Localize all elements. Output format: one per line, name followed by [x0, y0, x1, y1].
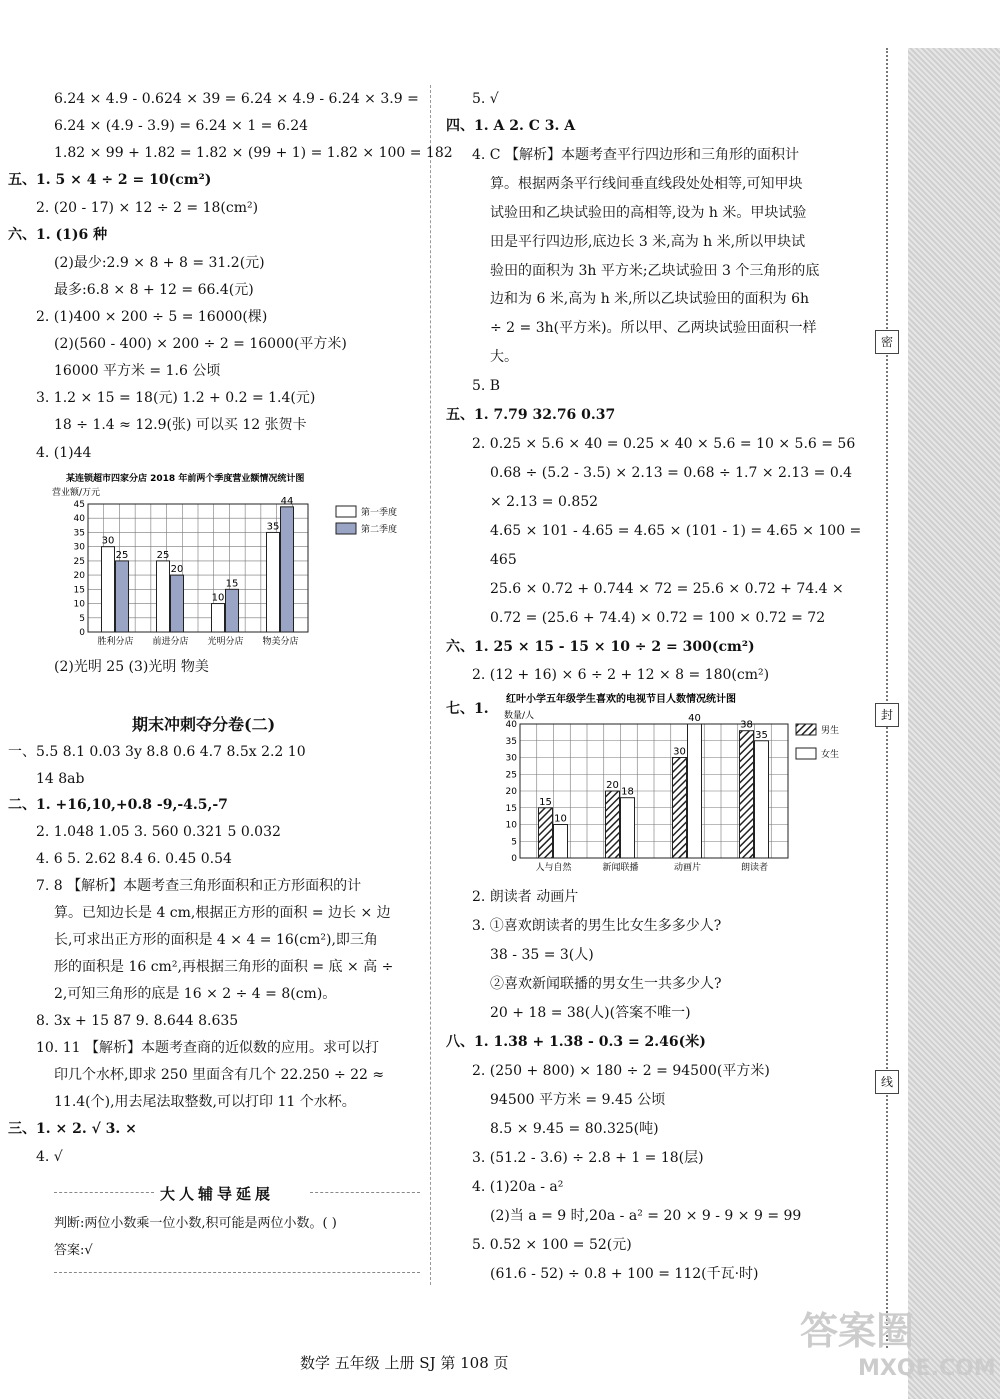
adult-answer: 答案:√ [54, 1243, 93, 1258]
y-tick-label: 10 [73, 599, 85, 610]
y-tick-label: 20 [73, 571, 85, 582]
dashed-rule [310, 1192, 420, 1193]
y-tick-label: 30 [73, 542, 85, 553]
text-line: 2. (12 + 16) × 6 ÷ 2 + 12 × 8 = 180(cm²) [472, 667, 770, 683]
text-line: 8. 3x + 15 87 9. 8.644 8.635 [36, 1013, 239, 1029]
text-line: 18 ÷ 1.4 ≈ 12.9(张) 可以买 12 张贺卡 [54, 417, 307, 433]
text-line: 4. (1)20a - a² [472, 1179, 564, 1195]
text-line: 形的面积是 16 cm²,再根据三角形的面积 = 底 × 高 ÷ [54, 959, 394, 975]
text-line: 试验田和乙块试验田的高相等,设为 h 米。甲块试验 [490, 205, 807, 221]
legend-label: 第二季度 [361, 525, 398, 535]
text-line: 田是平行四边形,底边长 3 米,高为 h 米,所以甲块试 [490, 234, 806, 250]
text-line: 算。已知边长是 4 cm,根据正方形的面积 = 边长 × 边 [54, 905, 391, 921]
data-label: 18 [621, 786, 634, 798]
text-line: 2,可知三角形的底是 16 × 2 ÷ 4 = 8(cm)。 [54, 986, 337, 1002]
text-line: 大。 [490, 349, 518, 365]
x-tick-label: 新闻联播 [602, 863, 639, 872]
text-line: 八、1. 1.38 + 1.38 - 0.3 = 2.46(米) [446, 1034, 706, 1050]
text-line: 465 [490, 552, 517, 568]
y-tick-label: 25 [505, 770, 517, 781]
bar [673, 758, 687, 859]
y-tick-label: 15 [73, 585, 85, 596]
text-line: 16000 平方米 = 1.6 公顷 [54, 363, 221, 379]
y-tick-label: 5 [511, 837, 517, 848]
text-line: 长,可求出正方形的面积是 4 × 4 = 16(cm²),即三角 [54, 932, 378, 948]
y-tick-label: 15 [505, 803, 517, 814]
text-line: 七、1. [446, 701, 489, 717]
data-label: 44 [280, 495, 294, 507]
data-label: 35 [755, 729, 768, 741]
bar [281, 507, 294, 632]
bar [621, 798, 635, 858]
x-tick-label: 动画片 [673, 863, 702, 872]
text-line: 8.5 × 9.45 = 80.325(吨) [490, 1121, 659, 1137]
text-line: × 2.13 = 0.852 [490, 494, 599, 510]
text-line: 25.6 × 0.72 + 0.744 × 72 = 25.6 × 0.72 + 74.4 × [490, 581, 844, 597]
bar [102, 547, 115, 632]
y-tick-label: 5 [79, 613, 85, 624]
text-line: 4. 6 5. 2.62 8.4 6. 0.45 0.54 [36, 851, 232, 867]
page-margin-strip [908, 48, 1000, 1399]
text-line: 2. 0.25 × 5.6 × 40 = 0.25 × 40 × 5.6 = 10 × 5.6 = 56 [472, 436, 856, 452]
text-line: 6.24 × 4.9 - 0.624 × 39 = 6.24 × 4.9 - 6.24 × 3.9 = [54, 91, 419, 107]
text-line: 6.24 × (4.9 - 3.9) = 6.24 × 1 = 6.24 [54, 118, 309, 134]
legend-swatch [796, 724, 816, 735]
y-tick-label: 0 [79, 628, 85, 638]
dashed-rule [54, 1272, 420, 1273]
bar [688, 724, 702, 858]
bar [157, 561, 170, 632]
text-line: 2. 朗读者 动画片 [472, 889, 579, 905]
y-tick-label: 45 [73, 500, 85, 510]
x-tick-label: 物美分店 [262, 637, 299, 647]
text-line: 3. (51.2 - 3.6) ÷ 2.8 + 1 = 18(层) [472, 1150, 704, 1166]
text-line: 3. 1.2 × 15 = 18(元) 1.2 + 0.2 = 1.4(元) [36, 390, 316, 406]
legend-swatch [336, 523, 356, 534]
text-line: 11.4(个),用去尾法取整数,可以打印 11 个水杯。 [54, 1094, 356, 1110]
text-line: 边和为 6 米,高为 h 米,所以乙块试验田的面积为 6h [490, 291, 809, 307]
text-line: 5. √ [472, 91, 499, 107]
y-tick-label: 0 [511, 854, 517, 864]
y-tick-label: 10 [505, 820, 517, 831]
data-label: 38 [740, 719, 753, 731]
adult-question: 判断:两位小数乘一位小数,积可能是两位小数。( ) [54, 1216, 337, 1231]
bar [212, 604, 225, 632]
bar [606, 791, 620, 858]
text-line: 2. (20 - 17) × 12 ÷ 2 = 18(cm²) [36, 200, 259, 216]
legend-label: 男生 [821, 726, 840, 736]
text-line: 1.82 × 99 + 1.82 = 1.82 × (99 + 1) = 1.82 × 100 = 182 [54, 145, 453, 161]
text-line: ÷ 2 = 3h(平方米)。所以甲、乙两块试验田面积一样 [490, 320, 817, 336]
page-footer: 数学 五年级 上册 SJ 第 108 页 [300, 1354, 509, 1372]
y-tick-label: 20 [505, 787, 517, 797]
legend-label: 第一季度 [361, 508, 398, 518]
data-label: 20 [606, 780, 619, 791]
binding-label-mi: 密 [875, 330, 899, 354]
chart-tv-programs [478, 690, 858, 872]
text-line: ②喜欢新闻联播的男女生一共多少人? [490, 976, 722, 992]
y-tick-label: 35 [73, 528, 85, 539]
bar [539, 808, 553, 858]
watermark-url: MXQE.COM [858, 1356, 996, 1381]
bar [226, 589, 239, 632]
column-divider [430, 85, 431, 1285]
text-line: 4. C 【解析】本题考查平行四边形和三角形的面积计 [472, 147, 799, 163]
text-line: (2)最少:2.9 × 8 + 8 = 31.2(元) [54, 255, 265, 271]
chart-store-revenue [50, 470, 420, 650]
watermark-logo: 答案圈 [800, 1309, 915, 1353]
data-label: 30 [101, 535, 115, 547]
bar [740, 731, 754, 858]
chart-title: 红叶小学五年级学生喜欢的电视节目人数情况统计图 [506, 694, 736, 705]
chart-ylabel: 营业额/万元 [52, 488, 101, 498]
text-line: 三、1. × 2. √ 3. × [8, 1121, 137, 1137]
y-tick-label: 30 [505, 753, 517, 764]
binding-cut-line [886, 48, 888, 1348]
text-line: 7. 8 【解析】本题考查三角形面积和正方形面积的计 [36, 878, 362, 894]
text-line: 2. 1.048 1.05 3. 560 0.321 5 0.032 [36, 824, 281, 840]
text-line: 4. (1)44 [36, 445, 92, 461]
bar [116, 561, 129, 632]
x-tick-label: 人与自然 [535, 863, 572, 872]
text-line: 2. (250 + 800) × 180 ÷ 2 = 94500(平方米) [472, 1063, 770, 1079]
data-label: 35 [266, 521, 280, 533]
text-line: 5. B [472, 378, 501, 394]
data-label: 25 [156, 549, 170, 561]
data-label: 15 [539, 796, 552, 808]
text-line: 4. √ [36, 1149, 63, 1165]
dashed-rule [54, 1192, 154, 1193]
x-tick-label: 朗读者 [740, 863, 769, 872]
binding-label-xian: 线 [875, 1070, 899, 1094]
bar [267, 532, 280, 632]
text-line: 印几个水杯,即求 250 里面含有几个 22.250 ÷ 22 ≈ [54, 1067, 385, 1083]
data-label: 10 [211, 592, 225, 604]
text-line: 算。根据两条平行线间垂直线段处处相等,可知甲块 [490, 176, 803, 192]
text-line: 10. 11 【解析】本题考查商的近似数的应用。求可以打 [36, 1040, 379, 1056]
data-label: 30 [673, 746, 686, 758]
binding-label-feng: 封 [875, 703, 899, 727]
text-line: 五、1. 7.79 32.76 0.37 [446, 407, 616, 423]
legend-swatch [336, 506, 356, 517]
bar [755, 741, 769, 858]
text-line: 最多:6.8 × 8 + 12 = 66.4(元) [54, 282, 254, 298]
y-tick-label: 35 [505, 736, 517, 747]
y-tick-label: 40 [505, 720, 517, 730]
data-label: 25 [115, 549, 129, 561]
text-line: (2)当 a = 9 时,20a - a² = 20 × 9 - 9 × 9 = 99 [490, 1208, 802, 1224]
x-tick-label: 光明分店 [207, 637, 244, 647]
bar [171, 575, 184, 632]
text-line: 3. ①喜欢朗读者的男生比女生多多少人? [472, 918, 722, 934]
text-line: 一、5.5 8.1 0.03 3y 8.8 0.6 4.7 8.5x 2.2 10 [8, 744, 306, 760]
text-line: 14 8ab [36, 771, 85, 787]
x-tick-label: 前进分店 [152, 637, 189, 647]
text-line: 4.65 × 101 - 4.65 = 4.65 × (101 - 1) = 4.65 × 100 = [490, 523, 862, 539]
text-line: (2)光明 25 (3)光明 物美 [54, 659, 209, 675]
y-tick-label: 25 [73, 556, 85, 567]
text-line: 0.72 = (25.6 + 74.4) × 0.72 = 100 × 0.72 = 72 [490, 610, 826, 626]
bar [554, 825, 568, 859]
data-label: 15 [225, 578, 239, 590]
text-line: (61.6 - 52) ÷ 0.8 + 100 = 112(千瓦·时) [490, 1266, 759, 1282]
y-tick-label: 40 [73, 514, 85, 525]
text-line: 二、1. +16,10,+0.8 -9,-4.5,-7 [8, 797, 228, 813]
text-line: 四、1. A 2. C 3. A [446, 118, 576, 134]
text-line: 五、1. 5 × 4 ÷ 2 = 10(cm²) [8, 172, 212, 188]
chart-ylabel: 数量/人 [504, 711, 535, 721]
data-label: 40 [688, 713, 701, 724]
chart-title: 某连锁超市四家分店 2018 年前两个季度营业额情况统计图 [66, 474, 305, 484]
text-line: 2. (1)400 × 200 ÷ 5 = 16000(棵) [36, 309, 268, 325]
adult-guide-title: 大人辅导延展 [160, 1185, 275, 1203]
text-line: (2)(560 - 400) × 200 ÷ 2 = 16000(平方米) [54, 336, 347, 352]
text-line: 六、1. 25 × 15 - 15 × 10 ÷ 2 = 300(cm²) [446, 639, 755, 655]
legend-swatch [796, 748, 816, 759]
text-line: 0.68 ÷ (5.2 - 3.5) × 2.13 = 0.68 ÷ 1.7 × 2.13 = 0.4 [490, 465, 853, 481]
section-title: 期末冲刺夺分卷(二) [132, 715, 276, 734]
legend-label: 女生 [821, 750, 840, 760]
data-label: 10 [554, 813, 567, 825]
text-line: 94500 平方米 = 9.45 公顷 [490, 1092, 666, 1108]
text-line: 20 + 18 = 38(人)(答案不唯一) [490, 1005, 691, 1021]
data-label: 20 [170, 564, 184, 576]
text-line: 六、1. (1)6 种 [8, 227, 108, 243]
x-tick-label: 胜利分店 [97, 637, 134, 647]
text-line: 5. 0.52 × 100 = 52(元) [472, 1237, 632, 1253]
text-line: 验田的面积为 3h 平方米;乙块试验田 3 个三角形的底 [490, 263, 820, 279]
text-line: 38 - 35 = 3(人) [490, 947, 594, 963]
